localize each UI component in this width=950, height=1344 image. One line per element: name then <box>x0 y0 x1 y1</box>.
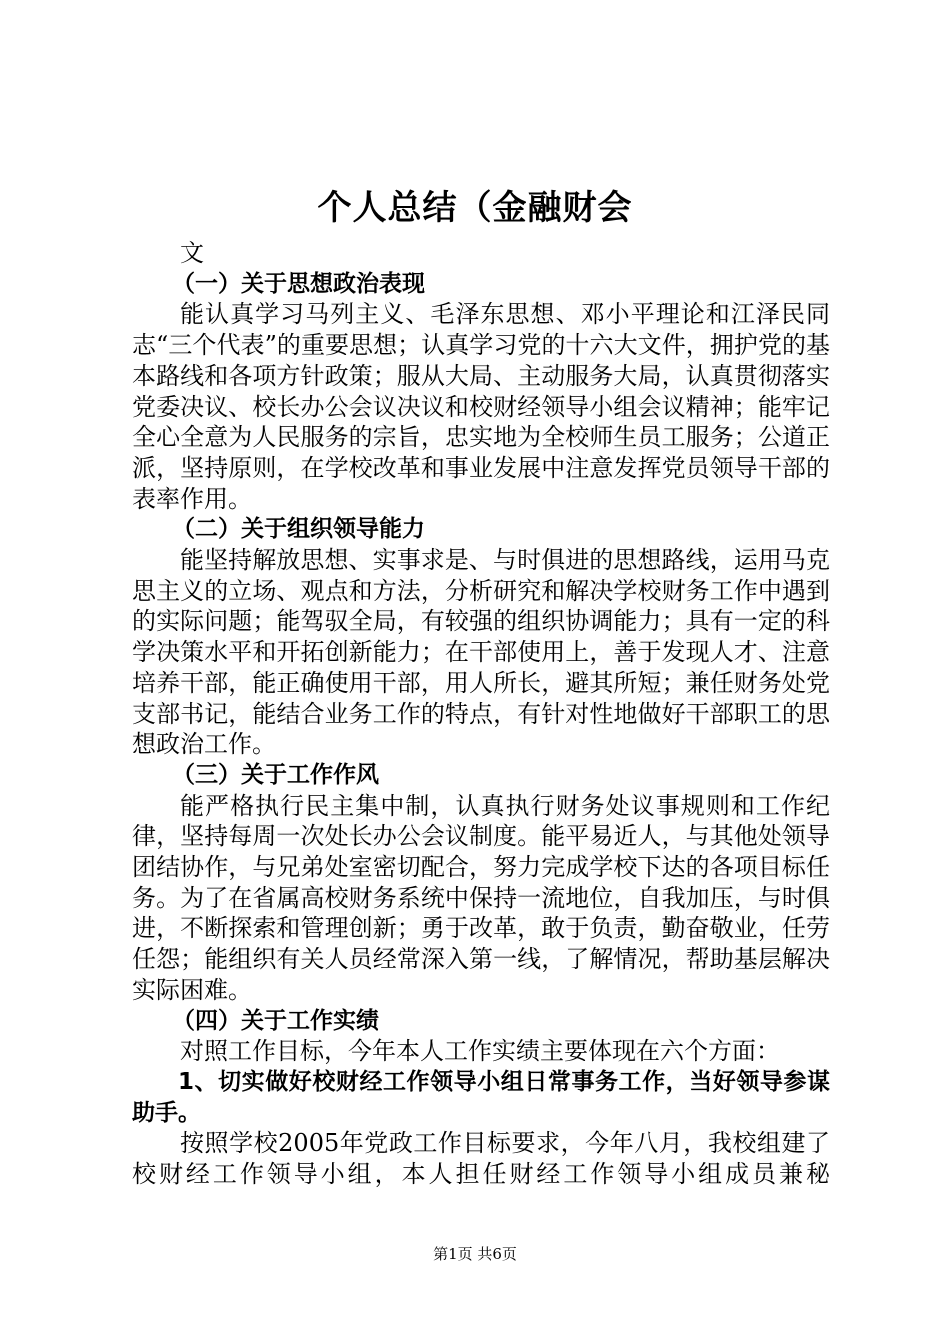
section-paragraph-political: 能认真学习马列主义、毛泽东思想、邓小平理论和江泽民同志“三个代表”的重要思想；认真学习党的十六大文件，拥护党的基本路线和各项方针政策；服从大局、主动服务大局，认真贯彻落实党委决议、校长办公会议决议和校财经领导小组会议精神；能牢记全心全意为人民服务的宗旨，忠实地为全校师生员工服务；公道正派，坚持原则，在学校改革和事业发展中注意发挥党员领导干部的表率作用。 <box>132 300 830 513</box>
title-continuation: 文 <box>180 239 204 267</box>
document-title: 个人总结（金融财会 <box>317 188 633 228</box>
section-heading-leadership: （二）关于组织领导能力 <box>172 516 425 543</box>
document-body <box>132 238 830 1190</box>
section-heading-work-style: （三）关于工作作风 <box>172 761 379 788</box>
section-paragraph-leadership: 能坚持解放思想、实事求是、与时俱进的思想路线，运用马克思主义的立场、观点和方法，分析研究和解决学校财务工作中遇到的实际问题；能驾驭全局，有较强的组织协调能力；具有一定的科学决策水平和开拓创新能力；在干部使用上，善于发现人才、注意培养干部，能正确使用干部，用人所长，避其所短；兼任财务处党支部书记，能结合业务工作的特点，有针对性地做好干部职工的思想政治工作。 <box>132 546 830 759</box>
section-heading-political: （一）关于思想政治表现 <box>172 270 425 297</box>
closing-paragraph: 按照学校2005年党政工作目标要求，今年八月，我校组建了校财经工作领导小组，本人担任财经工作领导小组成员兼秘 <box>132 1129 830 1189</box>
page-footer: 第1页 共6页 <box>433 1245 517 1263</box>
section-paragraph-work-style: 能严格执行民主集中制，认真执行财务处议事规则和工作纪律，坚持每周一次处长办公会议制度。能平易近人，与其他处领导团结协作，与兄弟处室密切配合，努力完成学校下达的各项目标任务。为了在省属高校财务系统中保持一流地位，自我加压，与时俱进，不断探索和管理创新；勇于改革，敢于负责，勤奋敬业，任劳任怨；能组织有关人员经常深入第一线，了解情况，帮助基层解决实际困难。 <box>132 791 830 1004</box>
section-heading-achievements: （四）关于工作实绩 <box>172 1007 379 1034</box>
section-paragraph-achievements: 对照工作目标，今年本人工作实绩主要体现在六个方面： <box>180 1037 780 1066</box>
achievement-subheading-1: 1、切实做好校财经工作领导小组日常事务工作，当好领导参谋助手。 <box>132 1068 830 1126</box>
